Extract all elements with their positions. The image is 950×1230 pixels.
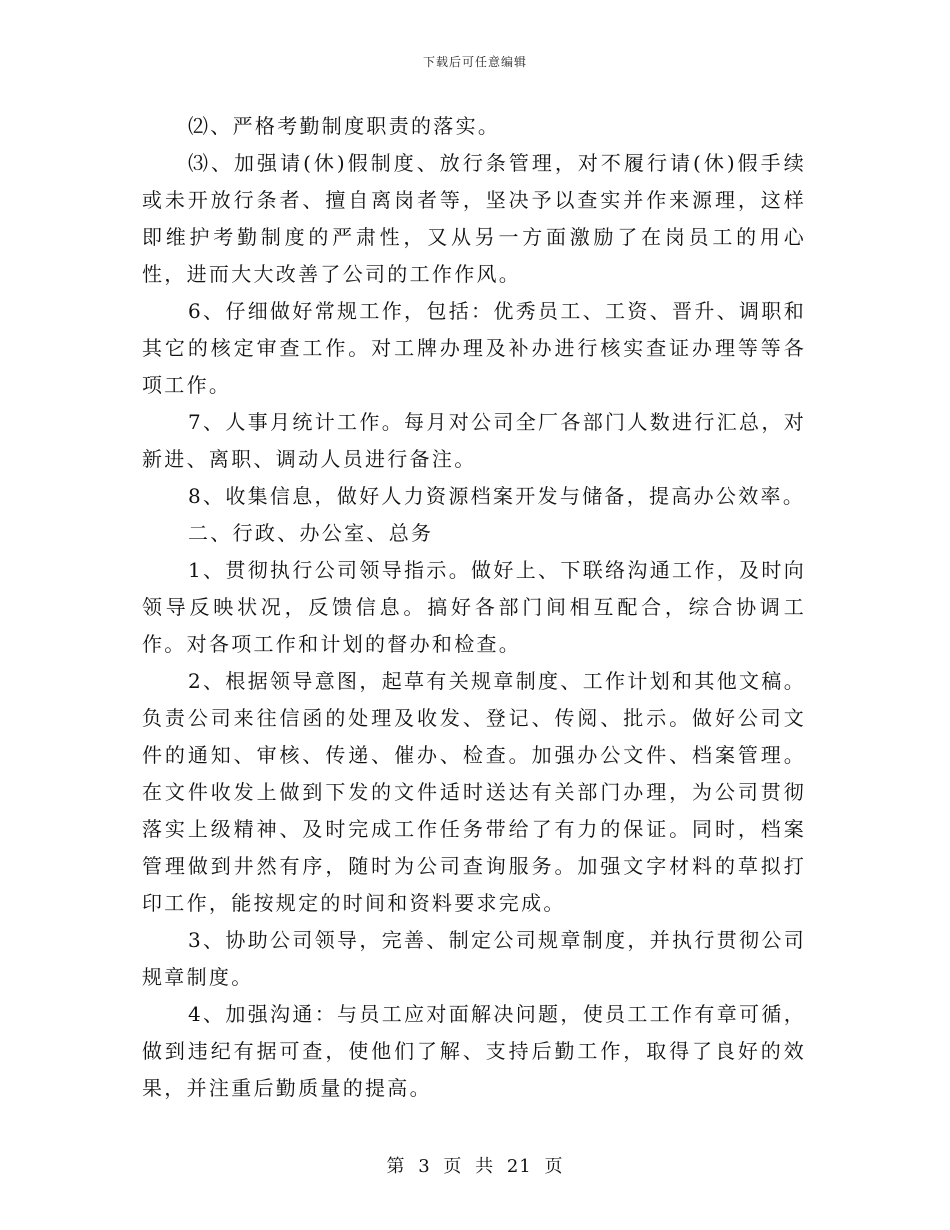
- paragraph-execute-instructions: 1、贯彻执行公司领导指示。做好上、下联络沟通工作，及时向领导反映状况，反馈信息。搞好各部门间相互配合，综合协调工作。对各项工作和计划的督办和检查。: [142, 558, 806, 656]
- paragraph-leave-management: ⑶、加强请(休)假制度、放行条管理，对不履行请(休)假手续或未开放行条者、擅自离岗者等，坚决予以查实并作来源理，这样即维护考勤制度的严肃性，又从另一方面激励了在岗员工的用心性，进而大大改善了公司的工作作风。: [142, 151, 806, 286]
- document-body: [142, 108, 806, 1107]
- section-heading-admin: 二、行政、办公室、总务: [188, 521, 434, 545]
- paragraph-monthly-statistics: 7、人事月统计工作。每月对公司全厂各部门人数进行汇总，对新进、离职、调动人员进行备注。: [142, 410, 806, 471]
- paragraph-routine-work: 6、仔细做好常规工作，包括：优秀员工、工资、晋升、调职和其它的核定审查工作。对工牌办理及补办进行核实查证办理等等各项工作。: [142, 299, 806, 397]
- page-header: 下载后可任意编辑: [422, 55, 527, 69]
- paragraph-strengthen-communication: 4、加强沟通：与员工应对面解决问题，使员工工作有章可循，做到违纪有据可查，使他们了解、支持后勤工作，取得了良好的效果，并注重后勤质量的提高。: [142, 1002, 806, 1100]
- paragraph-collect-information: 8、收集信息，做好人力资源档案开发与储备，提高办公效率。: [188, 484, 806, 508]
- page-number: 第 3 页 共 21 页: [386, 1156, 564, 1177]
- paragraph-assist-leaders: 3、协助公司领导，完善、制定公司规章制度，并执行贯彻公司规章制度。: [142, 928, 806, 989]
- paragraph-draft-documents: 2、根据领导意图，起草有关规章制度、工作计划和其他文稿。负责公司来往信函的处理及收发、登记、传阅、批示。做好公司文件的通知、审核、传递、催办、检查。加强办公文件、档案管理。在文件收发上做到下发的文件适时送达有关部门办理，为公司贯彻落实上级精神、及时完成工作任务带给了有力的保证。同时，档案管理做到井然有序，随时为公司查询服务。加强文字材料的草拟打印工作，能按规定的时间和资料要求完成。: [142, 669, 806, 915]
- paragraph-attendance-duty: ⑵、严格考勤制度职责的落实。: [188, 114, 501, 138]
